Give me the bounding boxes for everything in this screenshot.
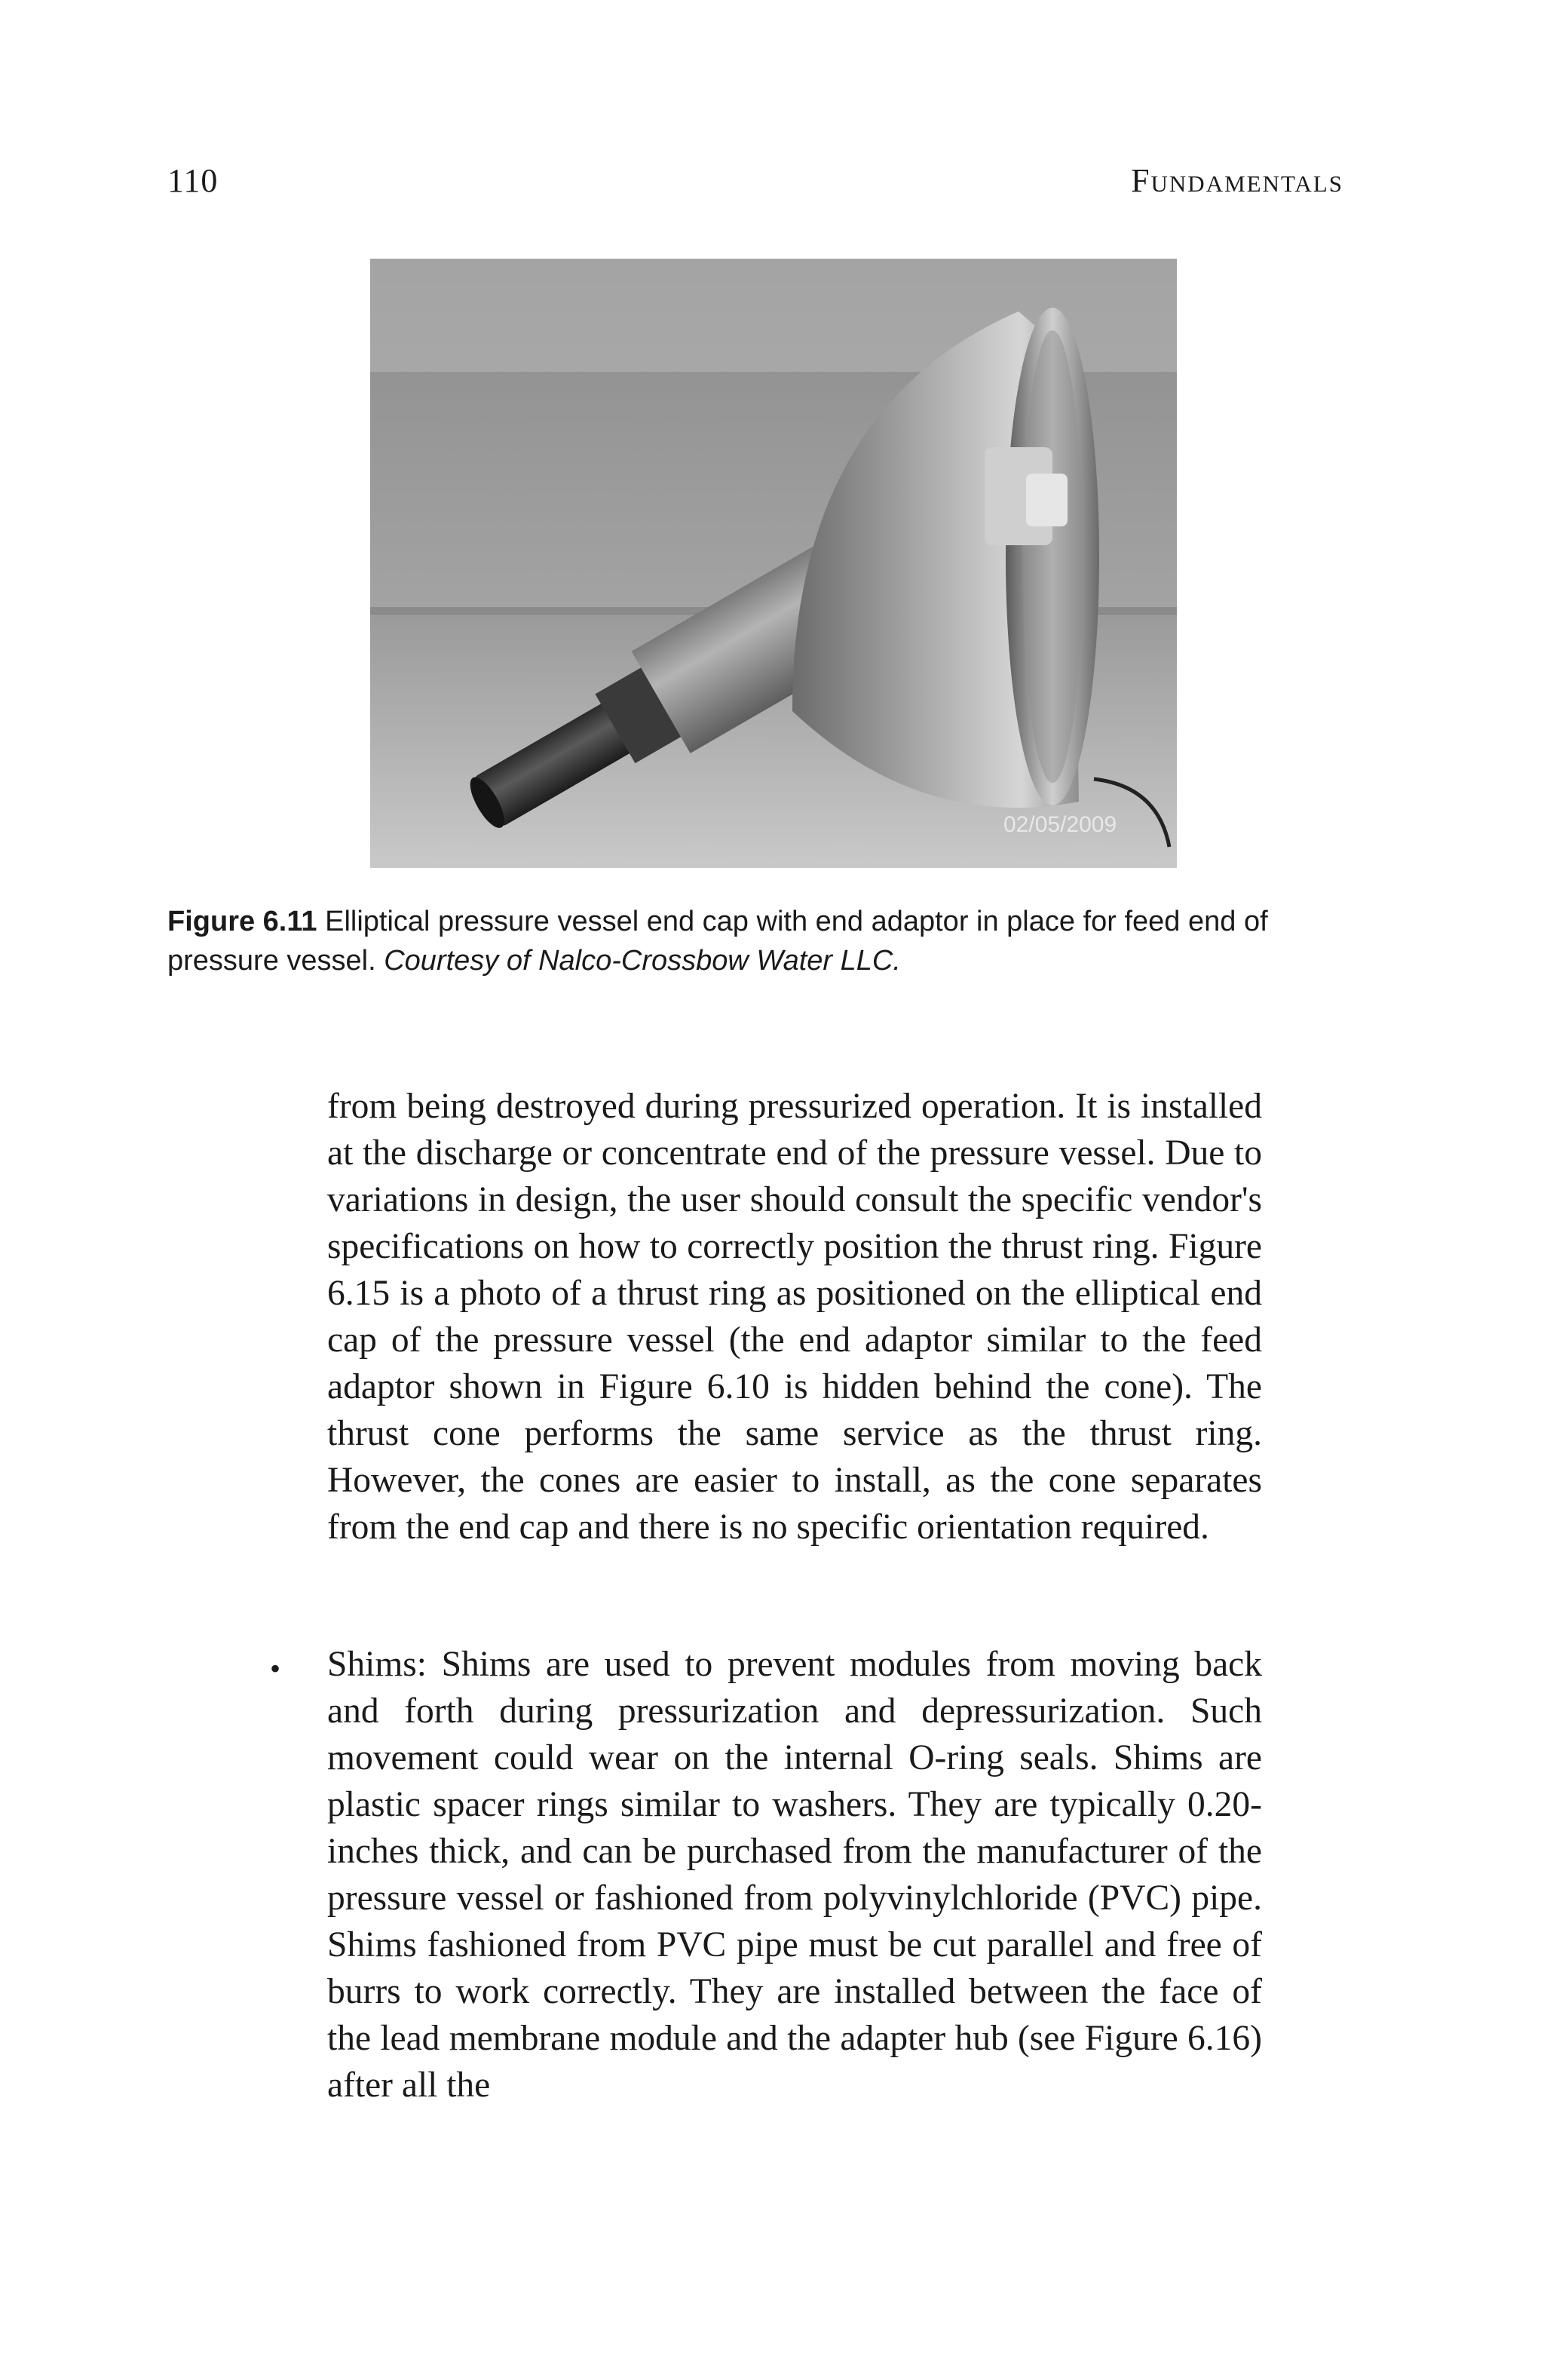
shims-bullet-paragraph: Shims: Shims are used to prevent modules from moving back and forth during pressurization and depressurization. Such movement could wear on the internal O-ring seals. Shims are plastic spacer rings similar to washers. They are typically 0.20-inches thick, and can be purchased from the manufacturer of the pressure vessel or fashioned from polyvinylchloride (PVC) pipe. Shims fashioned from PVC pipe must be cut parallel and free of burrs to work correctly. They are installed between the face of the lead membrane module and the adapter hub (see Figure 6.16) after all the (327, 1645, 1262, 2105)
end-cap-photo (370, 259, 1177, 868)
continuation-paragraph: from being destroyed during pressurized operation. It is installed at the discharge or concentrate end of the pressure vessel. Due to variations in design, the user should consult the specific vendor's specifications on how to correctly position the thrust ring. Figure 6.15 is a photo of a thrust ring as positioned on the elliptical end cap of the pressure vessel (the end adaptor similar to the feed adaptor shown in Figure 6.10 is hidden behind the cone). The thrust cone performs the same service as the thrust ring. However, the cones are easier to install, as the cone separates from the end cap and there is no specific orientation required. (327, 1087, 1262, 1547)
figure-caption-text: Elliptical pressure vessel end cap with end adaptor in place for feed end of pressure vessel. (167, 906, 1268, 977)
page-number: 110 (167, 162, 219, 199)
running-head: Fundamentals (1131, 162, 1343, 199)
photo-timestamp: 02/05/2009 (1003, 812, 1117, 837)
figure-caption (167, 902, 1328, 980)
figure-label: Figure 6.11 (167, 906, 317, 937)
bullet-marker: • (270, 1652, 281, 1685)
figure-photo (370, 259, 1177, 868)
figure-courtesy: Courtesy of Nalco-Crossbow Water LLC. (384, 945, 901, 977)
